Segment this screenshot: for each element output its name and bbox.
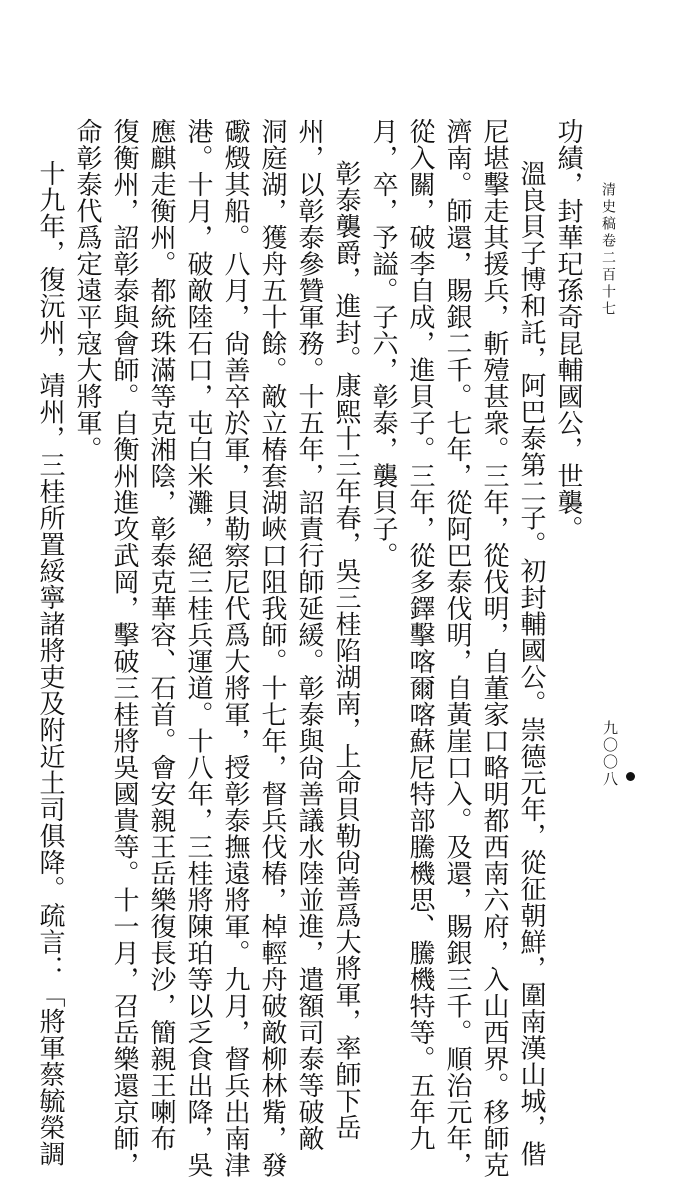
text-column-15: 十九年，復沅州，靖州，三桂所置綏寧諸將吏及附近土司俱降。疏言：「將軍蔡毓榮調 [35,160,65,1167]
text-column-1: 功績，封華玘孫奇昆輔國公，世襲。 [553,118,583,542]
page-number: 九〇〇八 [601,720,619,788]
margin-dot [626,772,635,781]
text-column-10: 礮燬其船。八月，尙善卒於軍，貝勒察尼代爲大將軍，授彰泰撫遠將軍。九月，督兵出南津 [220,118,250,1178]
text-column-12: 應麒走衡州。都統珠滿等克湘陰，彰泰克華容、石首。會安親王岳樂復長沙，簡親王喇布 [146,118,176,1152]
book-title-header: 清史稿卷二百十七 [600,182,616,318]
text-column-6: 月，卒，予謚。子六，彰泰，襲貝子。 [368,118,398,569]
text-column-11: 港。十月，破敵陸石口，屯白米灘，絕三桂兵運道。十八年，三桂將陳珀等以乏食出降，吳 [183,118,213,1178]
text-column-9: 洞庭湖，獲舟五十餘。敵立椿套湖峽口阻我師。十七年，督兵伐椿，棹輕舟破敵柳林觜，發 [257,118,287,1178]
text-column-3: 尼堪擊走其援兵，斬殪甚衆。三年，從伐明，自董家口略明都西南六府，入山西界。移師克 [479,118,509,1178]
text-column-8: 州，以彰泰參贊軍務。十五年，詔責行師延緩。彰泰與尙善議水陸並進，遣額司泰等破敵 [294,118,324,1152]
text-column-13: 復衡州，詔彰泰與會師。自衡州進攻武岡，擊破三桂將吳國貴等。十一月，召岳樂還京師， [109,118,139,1178]
text-column-7: 彰泰襲爵，進封。康熙十三年春，吳三桂陷湖南，上命貝勒尙善爲大將軍，率師下岳 [331,160,361,1141]
text-column-4: 濟南。師還，賜銀二千。七年，從阿巴泰伐明，自黃崖口入。及還，賜銀三千。順治元年， [442,118,472,1178]
text-column-2: 溫良貝子博和託，阿巴泰第二子。初封輔國公。崇德元年，從征朝鮮，圍南漢山城，偕 [516,160,546,1167]
text-column-14: 命彰泰代爲定遠平寇大將軍。 [72,118,102,463]
text-column-5: 從入關，破李自成，進貝子。三年，從多鐸擊喀爾喀蘇尼特部騰機思、騰機特等。五年九 [405,118,435,1152]
